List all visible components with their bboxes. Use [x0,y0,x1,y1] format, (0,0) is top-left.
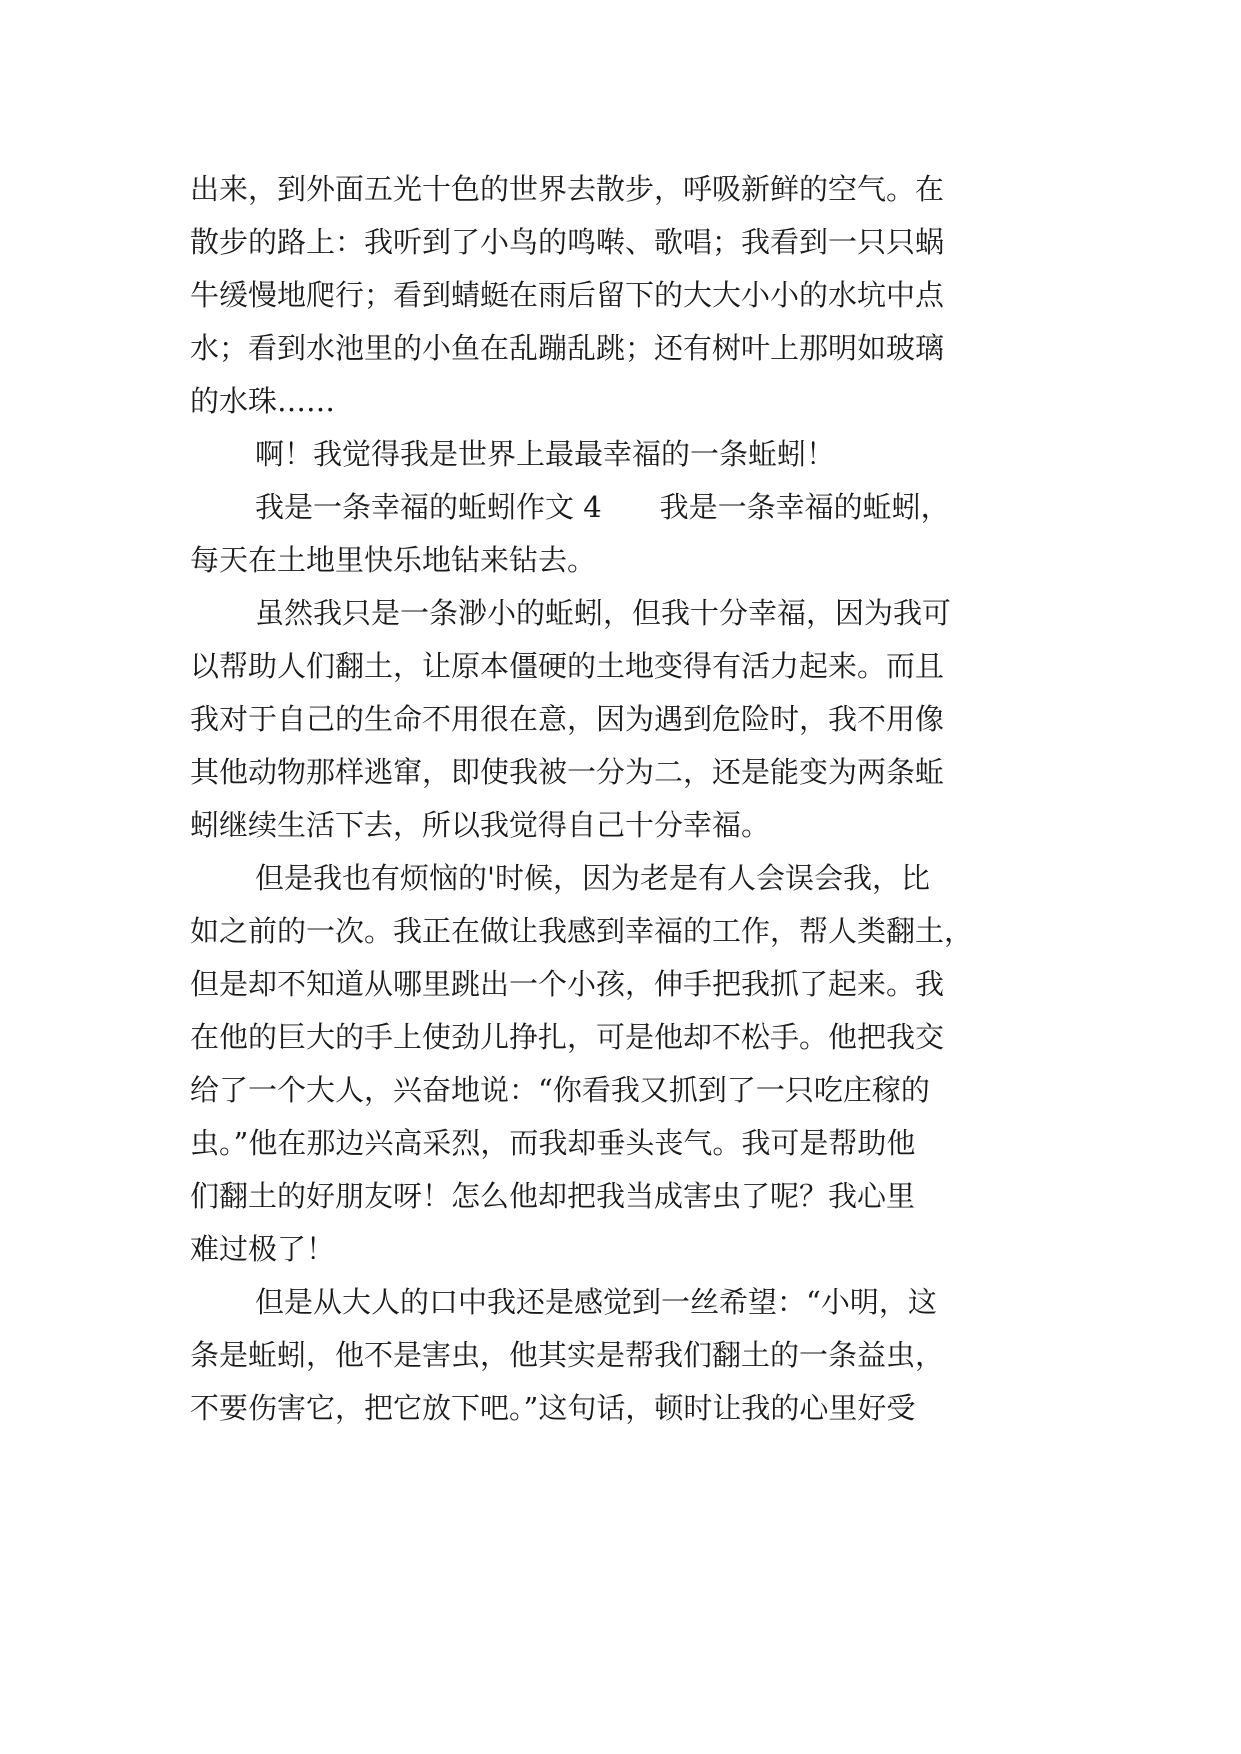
text-line: 难过极了！ [190,1232,336,1266]
text-line: 我对于自己的生命不用很在意，因为遇到危险时，我不用像 [190,702,945,736]
text-line: 啊！我觉得我是世界上最最幸福的一条蚯蚓！ [255,437,836,471]
text-line: 散步的路上：我听到了小鸟的鸣啭、歌唱；我看到一只只蜗 [190,225,945,259]
text-line: 其他动物那样逃窜，即使我被一分为二，还是能变为两条蚯 [190,755,945,789]
text-line: 水；看到水池里的小鱼在乱蹦乱跳；还有树叶上那明如玻璃 [190,331,945,365]
text-line: 每天在土地里快乐地钻来钻去。 [190,543,597,577]
text-line: 但是却不知道从哪里跳出一个小孩，伸手把我抓了起来。我 [190,967,945,1001]
text-line: 虽然我只是一条渺小的蚯蚓，但我十分幸福，因为我可 [255,596,952,630]
text-line: 以帮助人们翻土，让原本僵硬的土地变得有活力起来。而且 [190,649,945,683]
text-line: 如之前的一次。我正在做让我感到幸福的工作，帮人类翻土， [190,914,974,948]
text-line: 不要伤害它，把它放下吧。”这句话，顿时让我的心里好受 [190,1391,916,1425]
text-line: 给了一个大人，兴奋地说：“你看我又抓到了一只吃庄稼的 [190,1073,930,1107]
heading-line: 我是一条幸福的蚯蚓作文 4 我是一条幸福的蚯蚓， [255,490,950,524]
text-line: 们翻土的好朋友呀！怎么他却把我当成害虫了呢？我心里 [190,1179,916,1213]
text-line: 蚓继续生活下去，所以我觉得自己十分幸福。 [190,808,771,842]
text-line: 虫。”他在那边兴高采烈，而我却垂头丧气。我可是帮助他 [190,1126,916,1160]
text-line: 牛缓慢地爬行；看到蜻蜓在雨后留下的大大小小的水坑中点 [190,278,945,312]
text-line: 但是我也有烦恼的'时候，因为老是有人会误会我，比 [255,861,930,895]
text-line: 条是蚯蚓，他不是害虫，他其实是帮我们翻土的一条益虫， [190,1338,945,1372]
text-line: 在他的巨大的手上使劲儿挣扎，可是他却不松手。他把我交 [190,1020,945,1054]
text-line: 出来，到外面五光十色的世界去散步，呼吸新鲜的空气。在 [190,172,945,206]
text-line: 但是从大人的口中我还是感觉到一丝希望：“小明，这 [255,1285,937,1319]
text-line: 的水珠…… [190,384,336,418]
